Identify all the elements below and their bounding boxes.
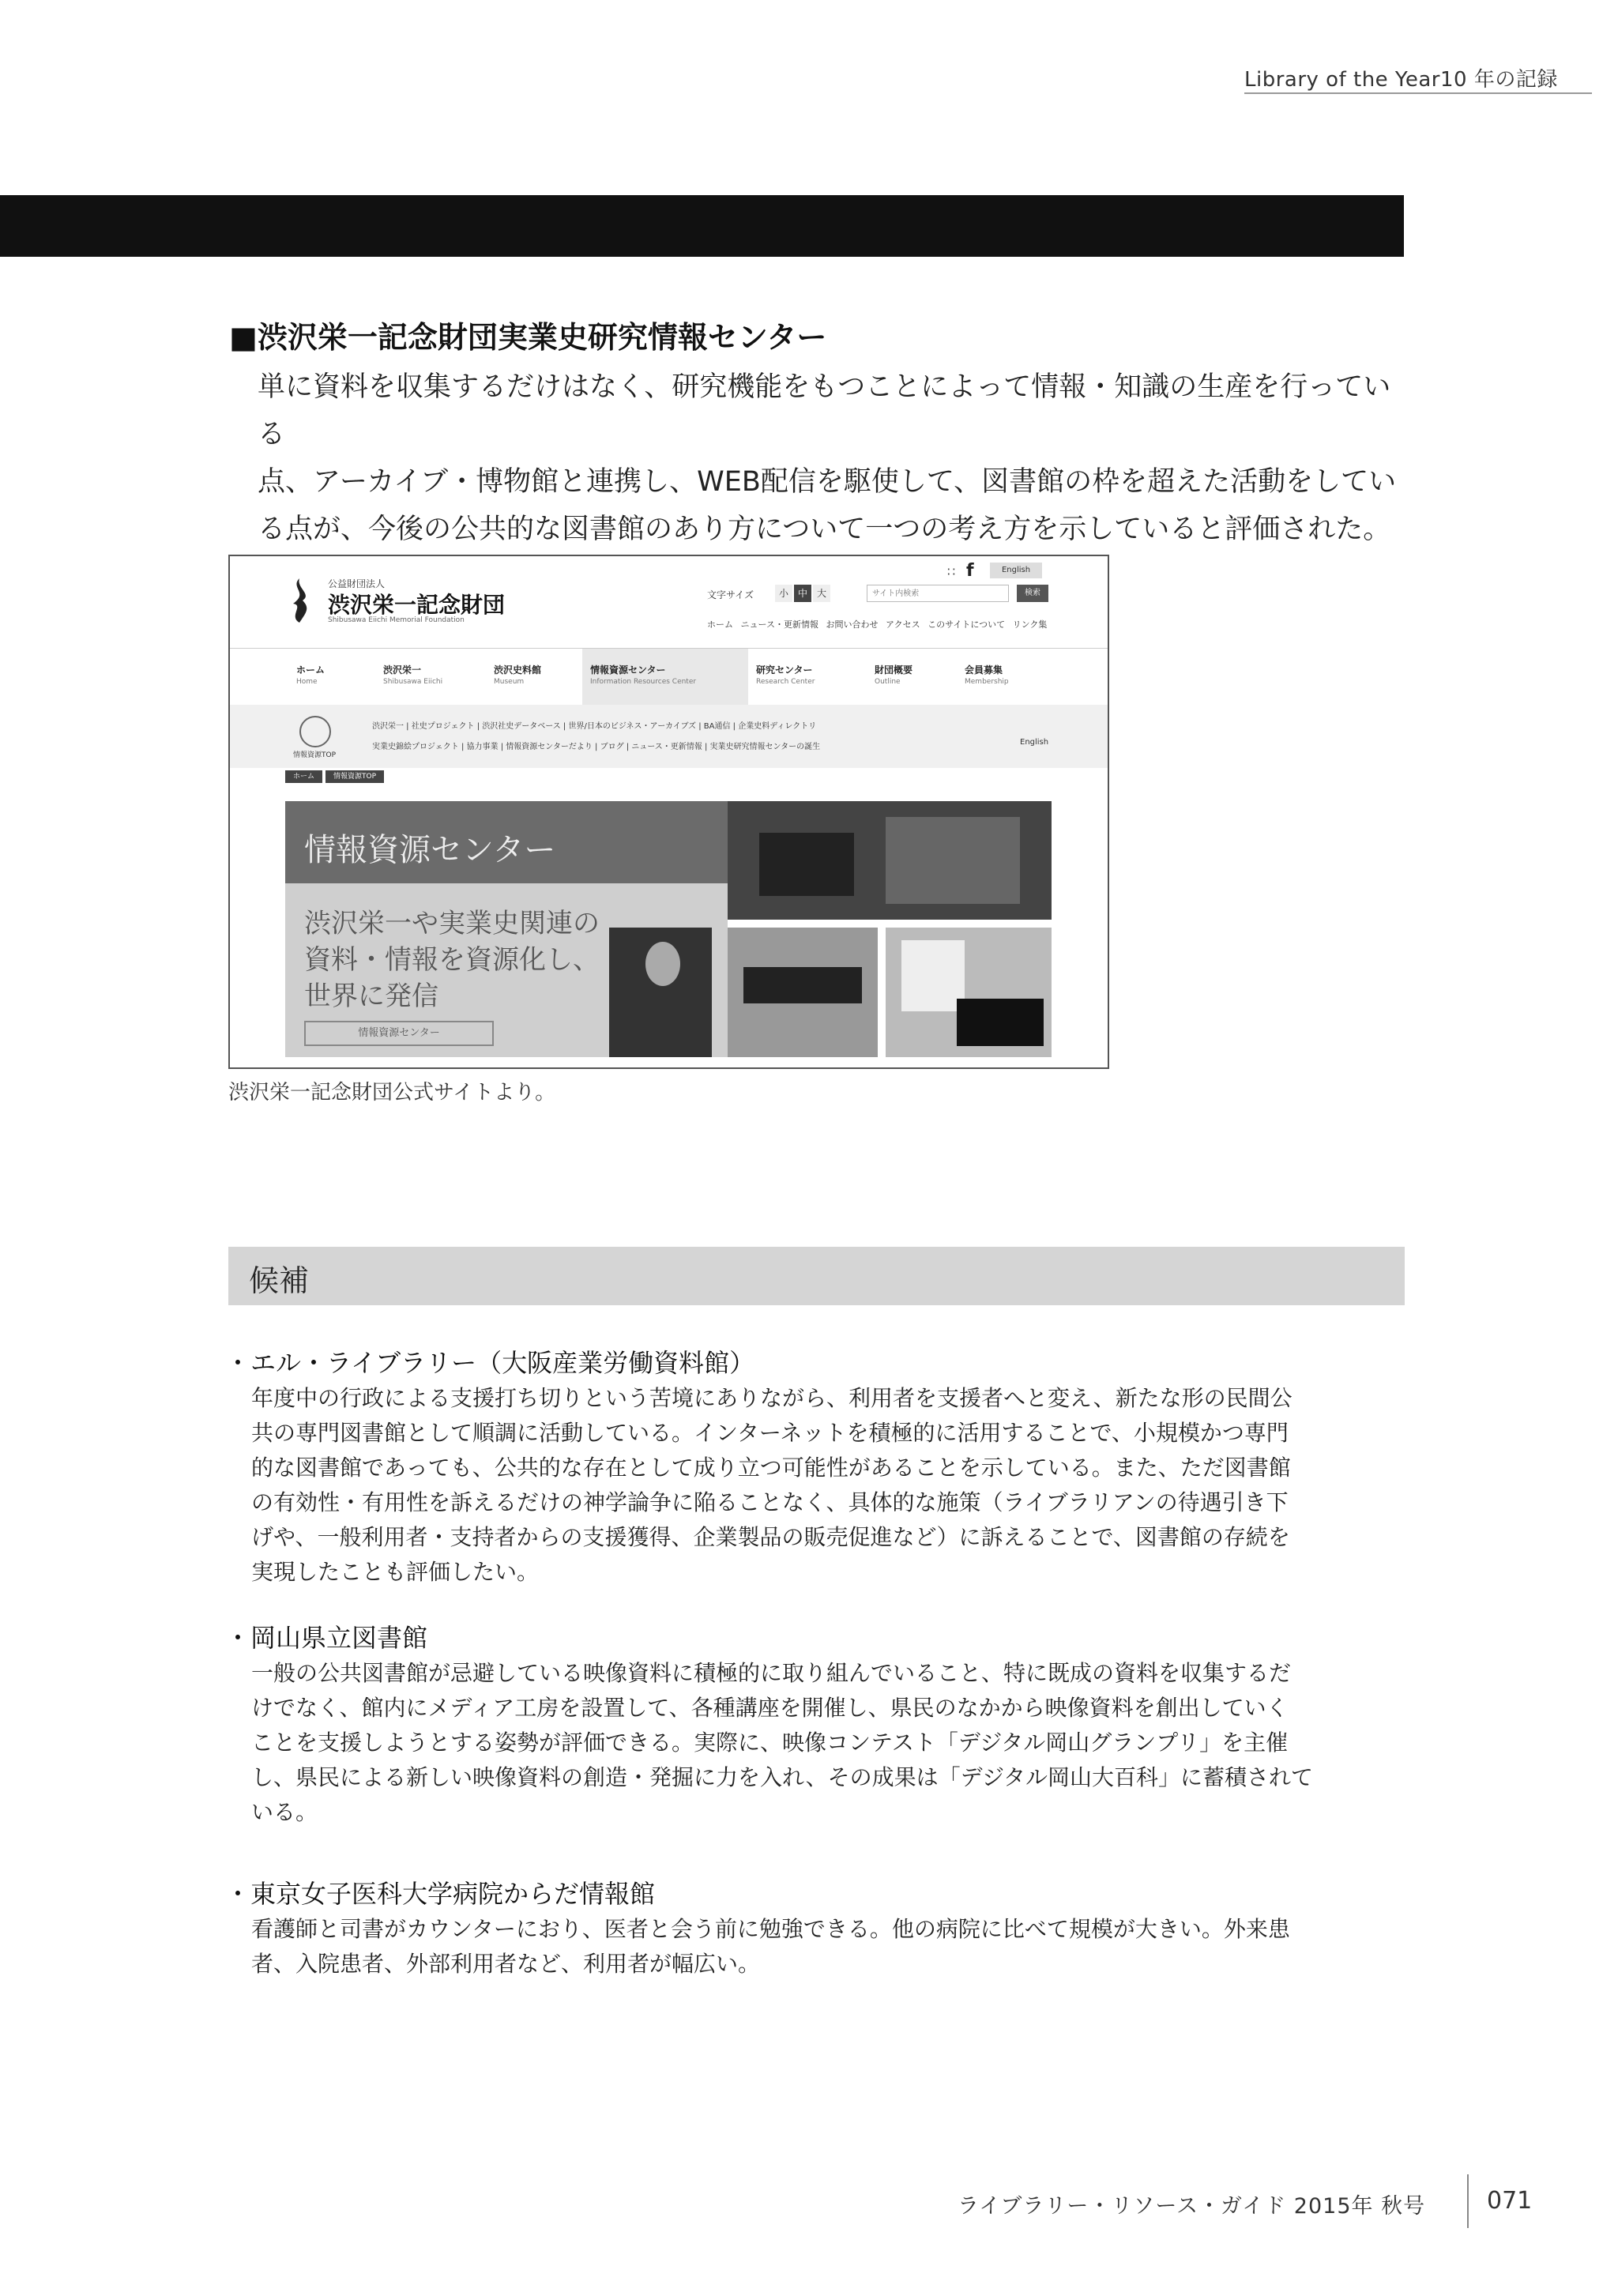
portrait-face xyxy=(645,942,680,986)
footer-rule xyxy=(1467,2174,1469,2228)
body-line: げや、一般利用者・支持者からの支援獲得、企業製品の販売促進など）に訴えることで、図書館の存続を xyxy=(251,1524,1290,1550)
lead-line: る点が、今後の公共的な図書館のあり方について一つの考え方を示していると評価された。 xyxy=(258,514,1391,545)
rss-icon: ∷ xyxy=(947,564,956,579)
section-lead xyxy=(258,363,1405,553)
utility-links: ホーム ニュース・更新情報 お問い合わせ アクセス このサイトについて リンク集 xyxy=(707,619,1048,630)
site-nav-item: 研究センター Research Center xyxy=(756,664,815,686)
site-breadcrumb xyxy=(285,768,387,785)
candidate-title: ・岡山県立図書館 xyxy=(225,1623,428,1653)
hero-button: 情報資源センター xyxy=(304,1021,494,1046)
print-detail xyxy=(759,833,854,896)
foundation-logo-icon xyxy=(285,577,314,624)
candidates-heading: 候補 xyxy=(249,1263,310,1298)
logo-title: 渋沢栄一記念財団 xyxy=(328,592,506,618)
body-line: 実現したことも評価したい。 xyxy=(251,1559,540,1585)
body-line: 看護師と司書がカウンターにおり、医者と会う前に勉強できる。他の病院に比べて規模が大きい。外来患 xyxy=(251,1916,1290,1942)
logo-subtitle: 公益財団法人 xyxy=(328,578,386,589)
font-size-large: 大 xyxy=(813,585,830,602)
lead-line: 点、アーカイブ・博物館と連携し、WEB配信を駆使して、図書館の枠を超えた活動をしてい xyxy=(258,466,1397,498)
body-line: 一般の公共図書館が忌避している映像資料に積極的に取り組んでいること、特に既成の資料を収集するだ xyxy=(251,1660,1292,1686)
font-size-small: 小 xyxy=(775,585,792,602)
lead-line: 単に資料を収集するだけはなく、研究機能をもつことによって情報・知識の生産を行っている xyxy=(258,371,1391,450)
body-line: 年度中の行政による支援打ち切りという苦境にありながら、利用者を支援者へと変え、新たな形の民間公 xyxy=(251,1385,1293,1411)
body-line: いる。 xyxy=(251,1799,318,1825)
site-nav-item: ホーム Home xyxy=(296,664,325,686)
site-nav-item: 会員募集 Membership xyxy=(965,664,1009,686)
logo-english: Shibusawa Eiichi Memorial Foundation xyxy=(328,616,465,624)
facebook-icon: f xyxy=(966,561,974,581)
site-nav-item: 渋沢史料館 Museum xyxy=(494,664,542,686)
print-detail xyxy=(886,817,1020,904)
hero-text: 渋沢栄一や実業史関連の 資料・情報を資源化し、 世界に発信 xyxy=(304,908,600,1012)
site-search-box: サイト内検索 xyxy=(867,585,1009,602)
body-line: の有効性・有用性を訴えるだけの神学論争に陥ることなく、具体的な施策（ライブラリアンの待遇引き下 xyxy=(251,1489,1289,1515)
candidates-band xyxy=(228,1247,1405,1305)
hero-title: 情報資源センター xyxy=(304,832,556,868)
site-nav xyxy=(230,648,1108,706)
page-number: 071 xyxy=(1487,2187,1533,2215)
site-subnav xyxy=(230,705,1108,768)
site-hero xyxy=(285,801,1052,1057)
candidate-title: ・東京女子医科大学病院からだ情報館 xyxy=(225,1879,656,1909)
screenshot-caption: 渋沢栄一記念財団公式サイトより。 xyxy=(228,1081,556,1105)
subnav-icon-label: 情報資源TOP xyxy=(293,751,337,759)
site-nav-item: 財団概要 Outline xyxy=(875,664,913,686)
body-line: けでなく、館内にメディア工房を設置して、各種講座を開催し、県民のなかから映像資料を創出していく xyxy=(251,1695,1289,1721)
body-line: 的な図書館であっても、公共的な存在として成り立つ可能性があることを示している。また、ただ図書館 xyxy=(251,1455,1291,1481)
candidate-title: ・エル・ライブラリー（大阪産業労働資料館） xyxy=(225,1348,755,1378)
body-line: 共の専門図書館として順調に活動している。インターネットを積極的に活用することで、小規模かつ専門 xyxy=(251,1420,1289,1446)
body-line: ことを支援しようとする姿勢が評価できる。実際に、映像コンテスト「デジタル岡山グランプリ」を主催 xyxy=(251,1730,1289,1756)
body-line: 者、入院患者、外部利用者など、利用者が幅広い。 xyxy=(251,1951,761,1977)
subnav-row: 渋沢栄一 | 社史プロジェクト | 渋沢社史データベース | 世界/日本のビジネス・アーカイブズ | BA通信 | 企業史料ディレクトリ xyxy=(372,722,817,731)
subnav-row: 実業史錦絵プロジェクト | 協力事業 | 情報資源センターだより | ブログ | ニュース・更新情報 | 実業史研究情報センターの誕生 xyxy=(372,743,821,751)
header-rule xyxy=(1244,92,1592,94)
site-nav-item: 情報資源センター Information Resources Center xyxy=(590,664,697,686)
document-paper xyxy=(901,940,965,1011)
black-band xyxy=(0,195,1404,257)
subnav-english: English xyxy=(1020,738,1049,747)
candidate-body xyxy=(251,1656,1405,1830)
breadcrumb-item: 情報資源TOP xyxy=(325,770,384,783)
font-size-medium: 中 xyxy=(794,585,811,602)
running-header: Library of the Year10 年の記録 xyxy=(1244,68,1558,92)
train-model xyxy=(743,967,862,1003)
section-title: ■渋沢栄一記念財団実業史研究情報センター xyxy=(229,320,827,355)
website-screenshot xyxy=(228,555,1109,1069)
archive-icon xyxy=(299,716,331,747)
footer-publication: ライブラリー・リソース・ガイド 2015年 秋号 xyxy=(958,2194,1426,2219)
breadcrumb-item: ホーム xyxy=(285,770,322,783)
locomotive-model xyxy=(957,999,1044,1046)
site-search-button: 検索 xyxy=(1017,585,1048,602)
candidate-body xyxy=(251,1912,1405,1982)
body-line: し、県民による新しい映像資料の創造・発掘に力を入れ、その成果は「デジタル岡山大百科」に蓄積されて xyxy=(251,1764,1314,1790)
site-nav-item: 渋沢栄一 Shibusawa Eiichi xyxy=(383,664,443,686)
font-size-label: 文字サイズ xyxy=(707,589,754,600)
english-button: English xyxy=(990,563,1042,578)
candidate-body xyxy=(251,1381,1405,1590)
